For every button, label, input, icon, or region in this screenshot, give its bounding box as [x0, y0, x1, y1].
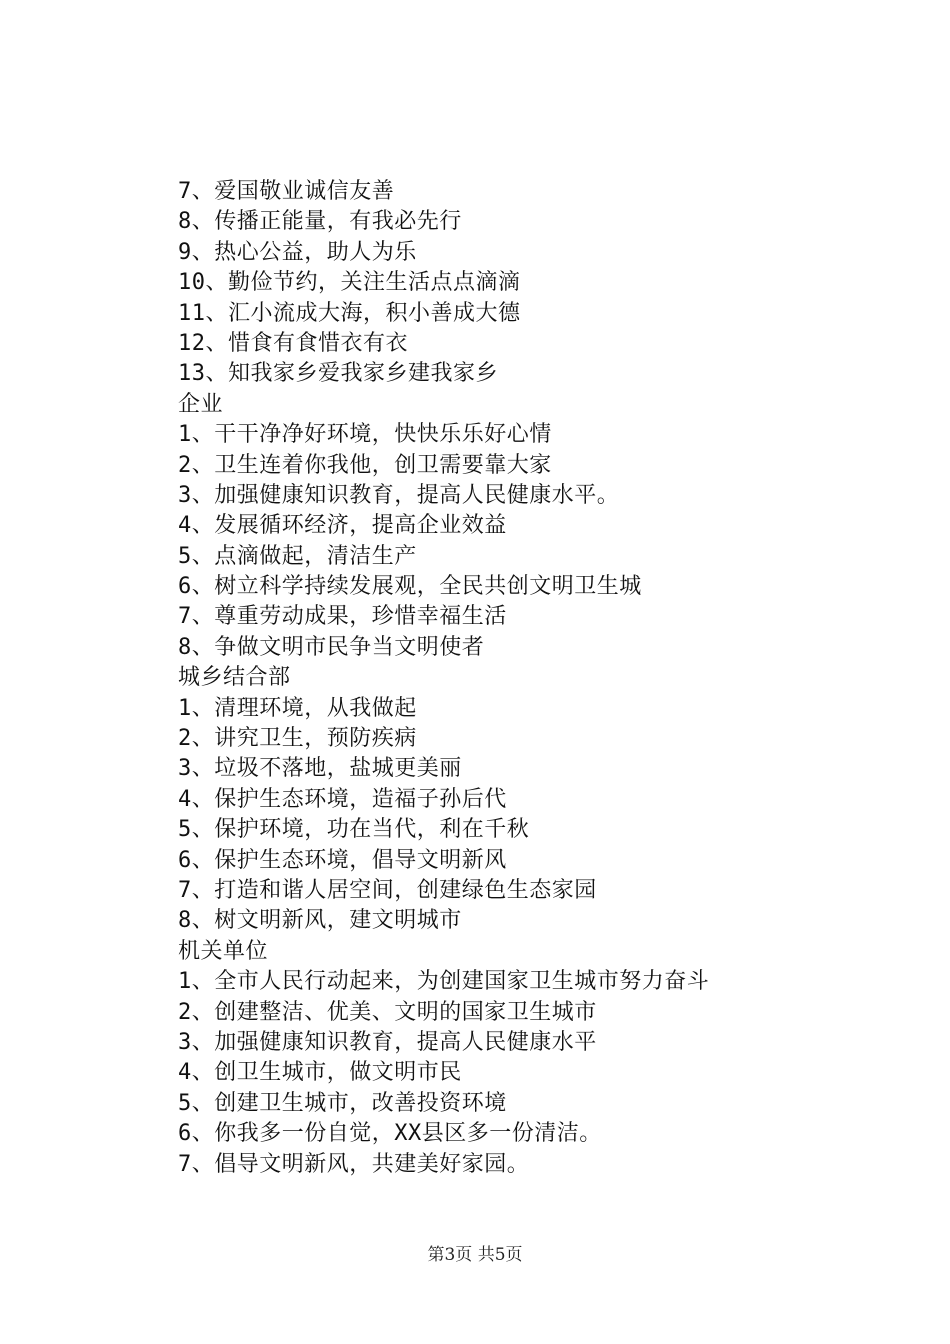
- text-line: 4、发展循环经济，提高企业效益: [178, 513, 507, 539]
- text-line: 5、创建卫生城市，改善投资环境: [178, 1090, 507, 1116]
- text-line: 3、加强健康知识教育，提高人民健康水平: [178, 1029, 597, 1055]
- text-line: 12、惜食有食惜衣有衣: [178, 330, 408, 356]
- text-line: 8、争做文明市民争当文明使者: [178, 634, 485, 660]
- text-line: 3、垃圾不落地，盐城更美丽: [178, 756, 462, 782]
- section-heading: 机关单位: [178, 938, 269, 964]
- text-line: 13、知我家乡爱我家乡建我家乡: [178, 361, 498, 387]
- text-line: 9、热心公益，助人为乐: [178, 239, 417, 265]
- text-line: 3、加强健康知识教育，提高人民健康水平。: [178, 482, 620, 508]
- page-footer: [0, 1240, 950, 1265]
- section-heading: 企业: [178, 391, 224, 417]
- text-line: 5、点滴做起，清洁生产: [178, 543, 417, 569]
- page-number: 第3页 共5页: [427, 1245, 523, 1265]
- text-line: 11、汇小流成大海，积小善成大德: [178, 300, 521, 326]
- text-line: 1、全市人民行动起来，为创建国家卫生城市努力奋斗: [178, 969, 710, 995]
- text-line: 6、你我多一份自觉，XX县区多一份清洁。: [178, 1121, 602, 1147]
- text-line: 8、树文明新风，建文明城市: [178, 908, 462, 934]
- text-line: 6、保护生态环境，倡导文明新风: [178, 847, 507, 873]
- text-line: 7、尊重劳动成果，珍惜幸福生活: [178, 604, 507, 630]
- text-line: 2、卫生连着你我他，创卫需要靠大家: [178, 452, 552, 478]
- text-line: 7、打造和谐人居空间，创建绿色生态家园: [178, 877, 597, 903]
- text-line: 5、保护环境，功在当代，利在千秋: [178, 817, 530, 843]
- text-line: 1、清理环境，从我做起: [178, 695, 417, 721]
- text-line: 7、爱国敬业诚信友善: [178, 179, 395, 204]
- text-line: 10、勤俭节约，关注生活点点滴滴: [178, 270, 521, 296]
- document-body: [178, 177, 898, 1180]
- text-line: 4、保护生态环境，造福子孙后代: [178, 786, 507, 812]
- text-line: 2、创建整洁、优美、文明的国家卫生城市: [178, 999, 597, 1025]
- text-line: 7、倡导文明新风，共建美好家园。: [178, 1151, 530, 1177]
- text-line: 1、干干净净好环境，快快乐乐好心情: [178, 422, 552, 448]
- text-line: 6、树立科学持续发展观，全民共创文明卫生城: [178, 574, 642, 600]
- text-line: 4、创卫生城市，做文明市民: [178, 1060, 462, 1086]
- text-line: 8、传播正能量，有我必先行: [178, 209, 462, 235]
- text-line: 2、讲究卫生，预防疾病: [178, 726, 417, 752]
- section-heading: 城乡结合部: [178, 665, 291, 691]
